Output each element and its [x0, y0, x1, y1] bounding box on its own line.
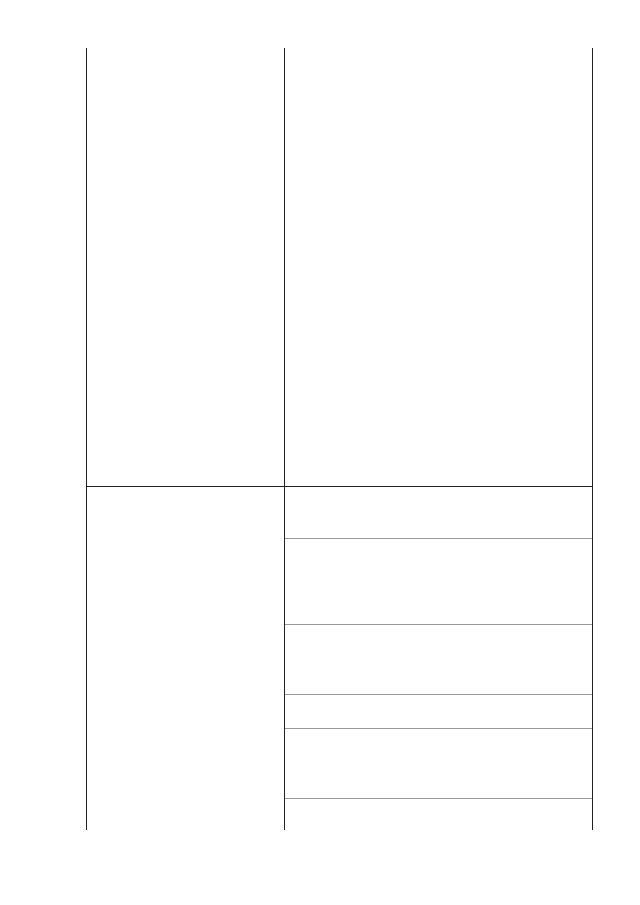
item-divider: [285, 798, 592, 799]
table-left-border: [86, 48, 87, 830]
item-divider: [285, 624, 592, 625]
item-divider: [285, 538, 592, 539]
item-divider: [285, 728, 592, 729]
item-divider: [285, 694, 592, 695]
table-middle-border: [284, 48, 285, 830]
table-right-border: [592, 48, 593, 830]
row-divider: [86, 486, 593, 487]
